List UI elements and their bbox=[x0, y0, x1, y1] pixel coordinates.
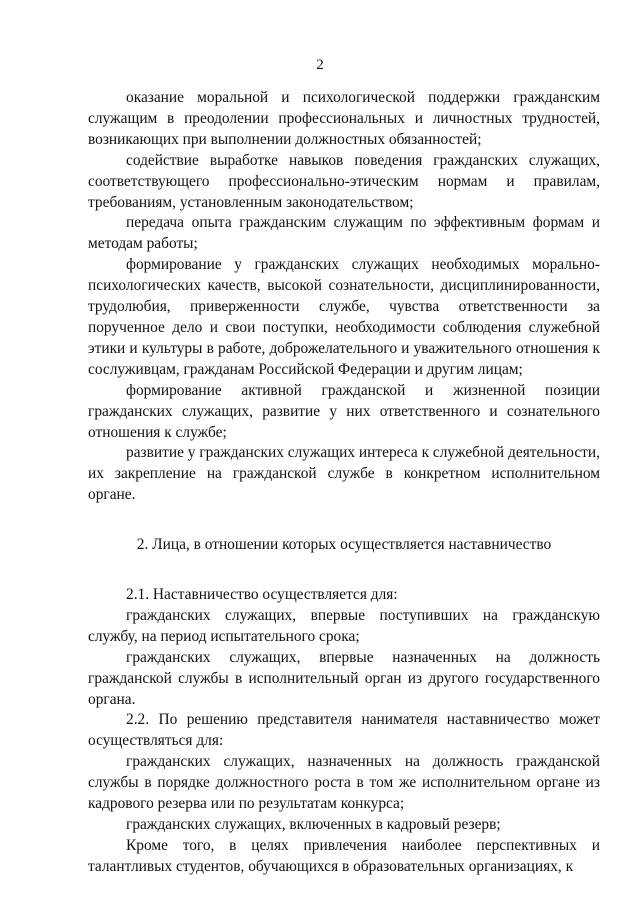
paragraph-2-1-intro: 2.1. Наставничество осуществляется для: bbox=[126, 586, 398, 604]
paragraph-career-growth: гражданских служащих, назначенных на должность гражданской службы в порядке должностного роста в том же исполнительном органе из кадрового резерва или по результатам конкурса; bbox=[88, 753, 600, 813]
page-number: 2 bbox=[316, 57, 324, 73]
paragraph-behavior-skills: содействие выработке навыков поведения гражданских служащих, соответствующего профессионально-этическим нормам и правилам, требованиям, установленным законодательством; bbox=[88, 151, 600, 211]
paragraph-interest-development: развитие у гражданских служащих интереса к служебной деятельности, их закрепление на гражданской службе в конкретном исполнительном органе. bbox=[88, 444, 600, 504]
paragraph-experience-transfer: передача опыта гражданским служащим по эффективным формам и методам работы; bbox=[88, 214, 600, 253]
paragraph-personnel-reserve: гражданских служащих, включенных в кадровый резерв; bbox=[126, 816, 501, 833]
section-heading: 2. Лица, в отношении которых осуществляется наставничество bbox=[136, 536, 552, 554]
document-body bbox=[88, 88, 600, 878]
paragraph-moral-support: оказание моральной и психологической поддержки гражданским служащим в преодолении профессиональных и личностных трудностей, возникающих при выполнении должностных обязанностей; bbox=[88, 89, 600, 148]
paragraph-students: Кроме того, в целях привлечения наиболее перспективных и талантливых студентов, обучающихся в образовательных организациях, к bbox=[88, 836, 600, 875]
paragraph-transfer-from-other-body: гражданских служащих, впервые назначенных на должность гражданской службы в исполнительный орган из другого государственного органа. bbox=[88, 648, 600, 708]
paragraph-civic-position: формирование активной гражданской и жизненной позиции гражданских служащих, развитие у них ответственного и сознательного отношения к службе; bbox=[88, 381, 600, 441]
paragraph-first-entry: гражданских служащих, впервые поступивших на гражданскую службу, на период испытательного срока; bbox=[88, 606, 600, 645]
paragraph-2-2-intro: 2.2. По решению представителя нанимателя наставничество может осуществляться для: bbox=[88, 711, 600, 750]
paragraph-qualities-formation: формирование у гражданских служащих необходимых морально-психологических качеств, высокой сознательности, дисциплинированности, трудолюбия, приверженности службе, чувства ответственности за порученное дело и свои поступки, необходимости соблюдения служебной этики и культуры в работе, доброжелательного и уважительного отношения к сослуживцам, гражданам Российской Федерации и другим лицам; bbox=[88, 256, 600, 378]
